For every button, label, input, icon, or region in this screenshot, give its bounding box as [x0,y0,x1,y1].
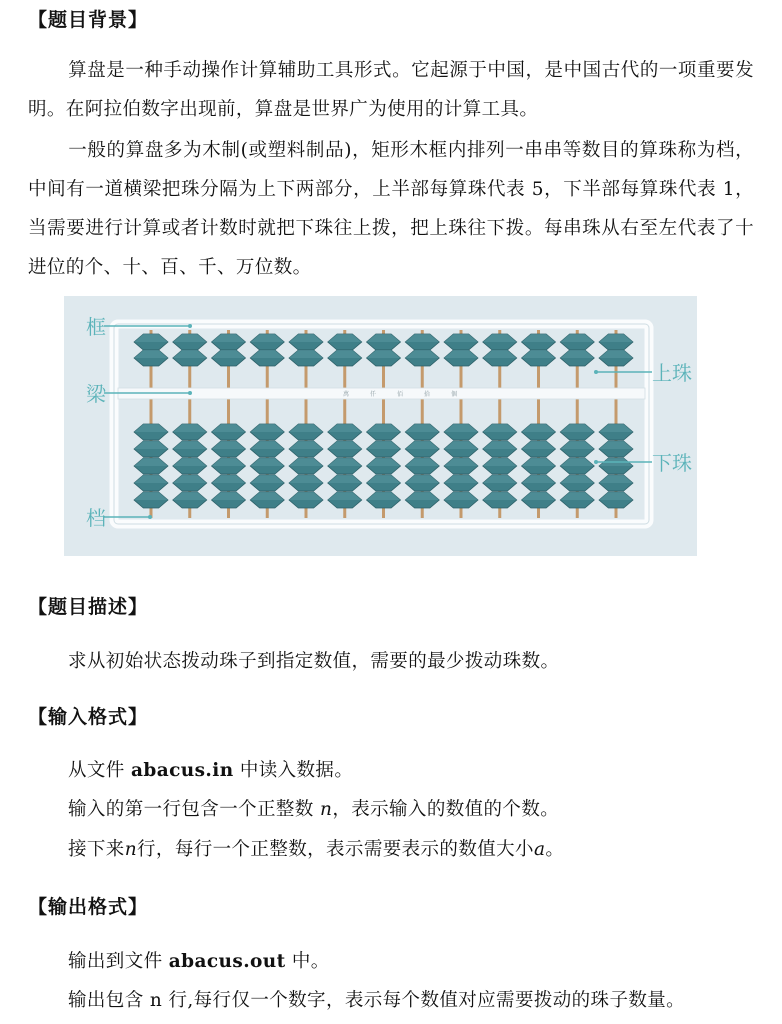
input-line-2 [68,797,559,823]
background-paragraph-2-text: 一般的算盘多为木制(或塑料制品)，矩形木框内排列一串串等数目的算珠称为档，中间有一道横梁把珠分隔为上下两部分，上半部每算珠代表 5，下半部每算珠代表 1，当需要进行计算或者计数时就把下珠往上拨，把上珠往下拨。每串珠从右至左代表了十进位的个、十、百、千、万位数。 [28,140,754,278]
input-line-2-post: ，表示输入的数值的个数。 [332,799,560,820]
beam-mark: 萬 [342,391,350,398]
rod-label: 档 [86,506,106,530]
rod-label-dot [148,515,152,519]
heading-description: 【题目描述】 [28,596,149,618]
beam-mark: 佰 [396,391,404,398]
frame-label: 框 [86,315,106,339]
frame-label-dot [188,324,192,328]
lower-bead-label: 下珠 [652,451,692,475]
input-line-1-pre: 从文件 [68,760,131,781]
heading-input: 【输入格式】 [28,706,149,728]
output-line-2: 输出包含 n 行,每行仅一个数字，表示每个数值对应需要拨动的珠子数量。 [68,990,686,1011]
beam-mark: 個 [450,391,458,398]
input-var-n: n [319,799,333,820]
output-filename: abacus.out [168,951,286,972]
input-filename: abacus.in [130,760,234,781]
abacus-beam [118,388,645,399]
heading-background: 【题目背景】 [28,9,149,31]
input-line-3-pre: 接下来 [68,839,125,860]
beam-label: 梁 [86,382,106,406]
output-line-1-post: 中。 [285,951,330,972]
input-var-a: a [533,839,546,860]
beam-label-dot [188,391,192,395]
lower-bead-label-dot [594,460,598,464]
abacus-figure [64,296,697,556]
output-line-1 [68,949,330,975]
input-var-n-2: n [124,839,138,860]
beam-mark: 拾 [423,391,431,398]
upper-bead-label: 上珠 [652,361,692,385]
input-line-3-mid: 行，每行一个正整数，表示需要表示的数值大小 [137,839,534,860]
input-line-1-post: 中读入数据。 [233,760,354,781]
description-text: 求从初始状态拨动珠子到指定数值，需要的最少拨动珠数。 [68,651,560,672]
input-line-1 [68,758,353,784]
input-line-2-pre: 输入的第一行包含一个正整数 [68,799,320,820]
beam-mark: 仟 [369,391,377,398]
background-paragraph-2 [28,131,754,287]
output-line-1-pre: 输出到文件 [68,951,169,972]
background-paragraph-1-text: 算盘是一种手动操作计算辅助工具形式。它起源于中国，是中国古代的一项重要发明。在阿拉伯数字出现前，算盘是世界广为使用的计算工具。 [28,60,754,120]
upper-bead-label-dot [594,370,598,374]
beam-rect [118,388,645,399]
input-line-3-post: 。 [545,839,565,860]
background-paragraph-1 [28,51,754,129]
heading-output: 【输出格式】 [28,896,149,918]
input-line-3 [68,837,564,863]
